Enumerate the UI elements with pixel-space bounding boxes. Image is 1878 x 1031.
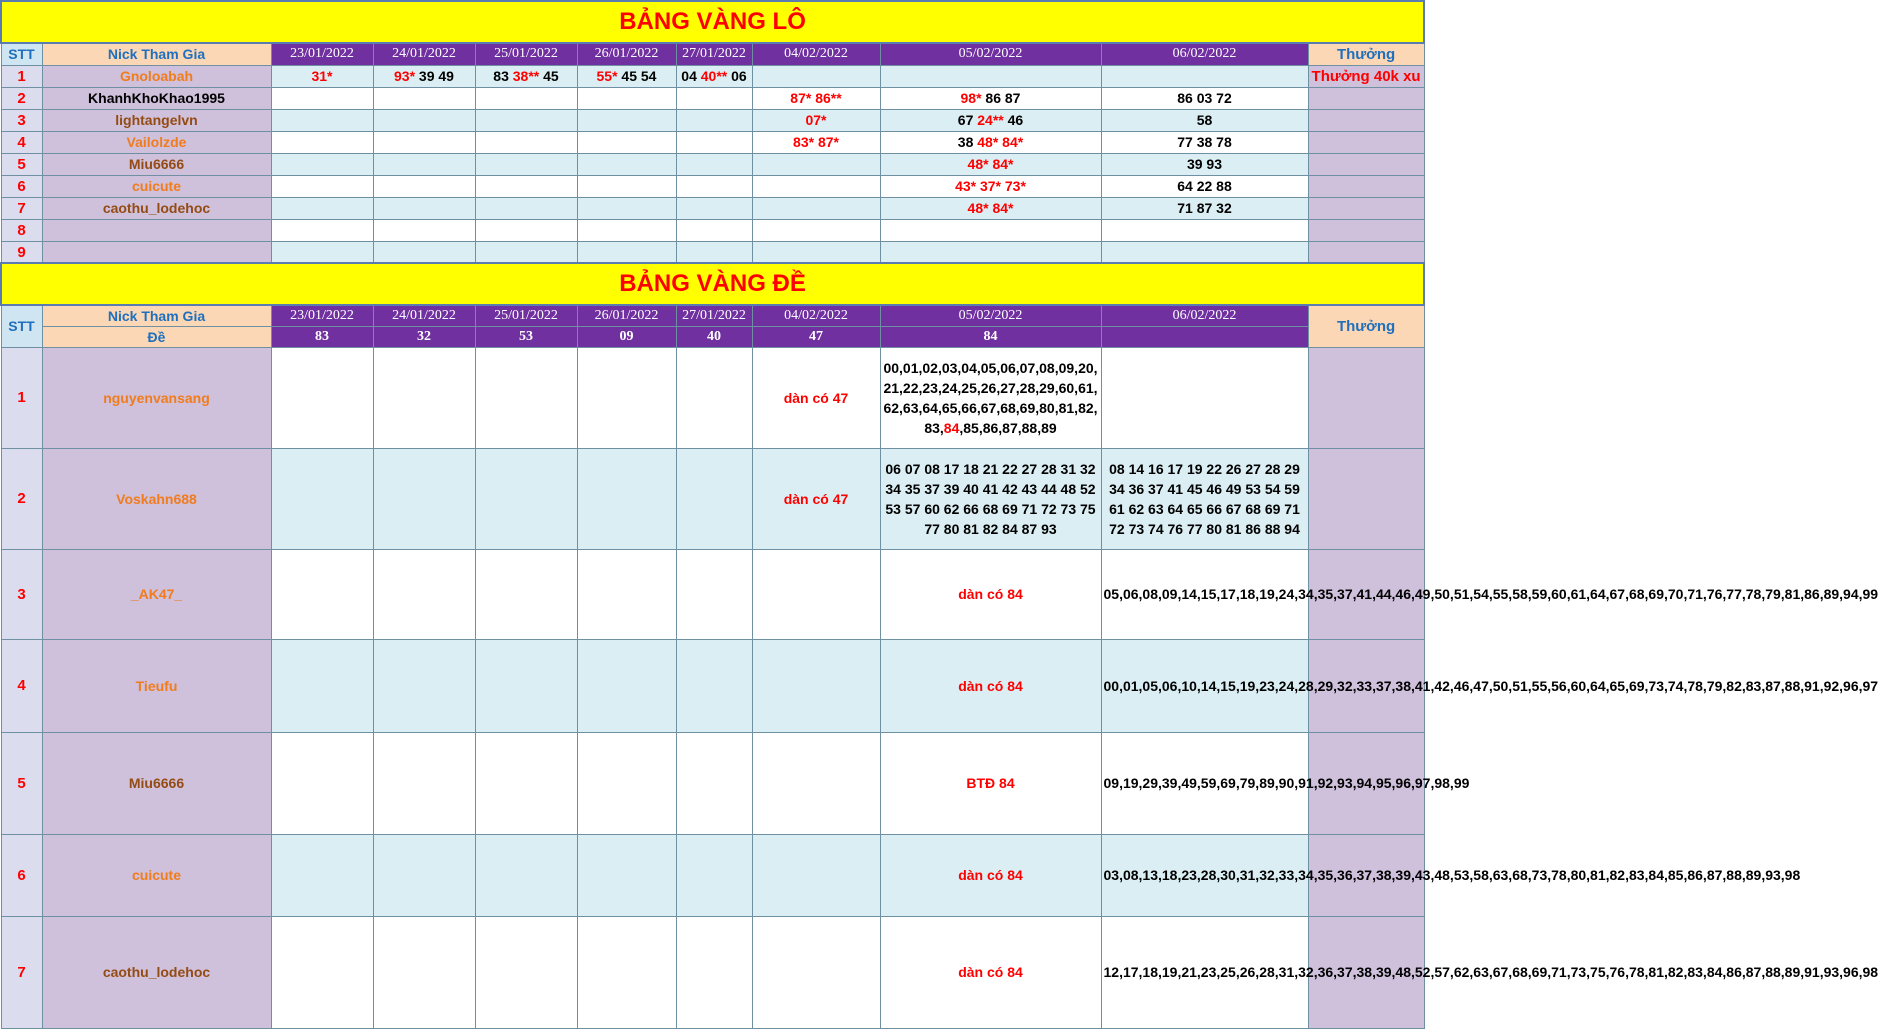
- de-header-nick: Nick Tham Gia: [42, 305, 271, 326]
- number-cell: [475, 732, 577, 834]
- participant-nick: Miu6666: [42, 732, 271, 834]
- row-stt: 4: [1, 639, 42, 732]
- de-header-stt: STT: [1, 305, 42, 347]
- number-cell: [752, 175, 880, 197]
- reward-cell: [1308, 197, 1424, 219]
- number-cell: [880, 87, 1101, 109]
- number-cell: [676, 916, 752, 1028]
- number-run: 31*: [311, 68, 333, 84]
- number-cell: [676, 219, 752, 241]
- participant-nick: Tieufu: [42, 639, 271, 732]
- de-header-date: 04/02/2022: [752, 305, 880, 326]
- number-cell: [373, 131, 475, 153]
- de-result-number: 53: [475, 326, 577, 347]
- lo-header-row: [1, 43, 1424, 65]
- number-run: 93*: [394, 68, 416, 84]
- de-result-number: 47: [752, 326, 880, 347]
- participant-nick: Vailolzde: [42, 131, 271, 153]
- number-cell: [373, 549, 475, 639]
- number-cell: [271, 219, 373, 241]
- number-cell: [577, 65, 676, 87]
- number-cell: [676, 65, 752, 87]
- de-header-date: 27/01/2022: [676, 305, 752, 326]
- number-cell: [271, 65, 373, 87]
- number-cell: [577, 347, 676, 448]
- de-header-date: 23/01/2022: [271, 305, 373, 326]
- de-header-sub: Đề: [42, 326, 271, 347]
- row-stt: 3: [1, 549, 42, 639]
- participant-nick: cuicute: [42, 834, 271, 916]
- table-row: [1, 916, 1424, 1028]
- participant-nick: Gnoloabah: [42, 65, 271, 87]
- number-run: 77 38 78: [1177, 134, 1232, 150]
- number-cell: [373, 732, 475, 834]
- number-run: 07*: [805, 112, 827, 128]
- de-result-row: [1, 326, 1424, 347]
- number-run: 09,19,29,39,49,59,69,79,89,90,91,92,93,94,95,96,97,98,99: [1103, 775, 1470, 791]
- number-run: 64 22 88: [1177, 178, 1232, 194]
- number-cell: [271, 109, 373, 131]
- number-cell: [373, 109, 475, 131]
- number-cell: [1101, 241, 1308, 263]
- number-cell: [752, 241, 880, 263]
- number-cell: [752, 153, 880, 175]
- number-cell: [752, 639, 880, 732]
- number-cell: [373, 834, 475, 916]
- number-cell: [475, 448, 577, 549]
- number-run: 05,06,08,09,14,15,17,18,19,24,34,35,37,41,44,46,49,50,51,54,55,58,59,60,61,64,67,68,69,70,71,76,77,78,79,81,86,89,94,99: [1103, 586, 1878, 602]
- number-cell: [1101, 219, 1308, 241]
- number-cell: [880, 131, 1101, 153]
- reward-cell: Thưởng 40k xu: [1308, 65, 1424, 87]
- number-cell: [676, 834, 752, 916]
- number-cell: [880, 241, 1101, 263]
- number-run: 38: [957, 134, 978, 150]
- number-cell: [1101, 916, 1878, 1028]
- number-cell: [1101, 197, 1308, 219]
- number-cell: [1101, 131, 1308, 153]
- number-run: 06: [727, 68, 747, 84]
- number-run: 08 14 16 17 19 22 26 27 28 29 34 36 37 41 45 46 49 53 54 59 61 62 63 64 65 66 67 68 69 71 72 73 74 76 77 80 81 86 88 94: [1109, 460, 1300, 537]
- number-cell: [676, 448, 752, 549]
- number-run: dàn có 84: [958, 677, 1023, 694]
- table-row: [1, 153, 1424, 175]
- number-cell: [880, 834, 1101, 916]
- reward-cell: [1308, 131, 1424, 153]
- table-row: [1, 197, 1424, 219]
- number-cell: [676, 87, 752, 109]
- de-header-date: 25/01/2022: [475, 305, 577, 326]
- number-cell: [676, 131, 752, 153]
- number-cell: [475, 916, 577, 1028]
- number-cell: [676, 109, 752, 131]
- number-run: 98*: [960, 90, 982, 106]
- number-cell: [577, 219, 676, 241]
- participant-nick: KhanhKhoKhao1995: [42, 87, 271, 109]
- de-table: [0, 262, 1878, 1029]
- de-result-number: 09: [577, 326, 676, 347]
- number-cell: [752, 65, 880, 87]
- participant-nick: Miu6666: [42, 153, 271, 175]
- number-cell: [676, 639, 752, 732]
- row-stt: 1: [1, 347, 42, 448]
- number-cell: [475, 109, 577, 131]
- number-cell: [752, 197, 880, 219]
- number-cell: [577, 834, 676, 916]
- lo-header-date: 26/01/2022: [577, 43, 676, 65]
- number-run: 39 93: [1186, 156, 1223, 172]
- de-header-row: [1, 305, 1424, 326]
- number-cell: [880, 219, 1101, 241]
- row-stt: 3: [1, 109, 42, 131]
- de-result-number: 40: [676, 326, 752, 347]
- reward-cell: [1308, 87, 1424, 109]
- number-run: 86 03 72: [1177, 90, 1232, 106]
- number-cell: [577, 109, 676, 131]
- table-row: [1, 65, 1424, 87]
- number-cell: [676, 153, 752, 175]
- number-cell: [271, 87, 373, 109]
- number-cell: [880, 197, 1101, 219]
- number-cell: [271, 549, 373, 639]
- number-cell: [752, 87, 880, 109]
- number-run: 84: [943, 419, 960, 436]
- number-cell: [880, 347, 1101, 448]
- number-cell: [1101, 65, 1308, 87]
- reward-cell: [1308, 241, 1424, 263]
- number-cell: [475, 197, 577, 219]
- number-run: ,85,86,87,88,89: [959, 419, 1057, 436]
- number-cell: [880, 639, 1101, 732]
- number-cell: [676, 241, 752, 263]
- lo-header-nick: Nick Tham Gia: [42, 43, 271, 65]
- reward-cell: [1308, 175, 1424, 197]
- lo-header-date: 27/01/2022: [676, 43, 752, 65]
- participant-nick: nguyenvansang: [42, 347, 271, 448]
- number-run: dàn có 84: [958, 867, 1023, 883]
- number-cell: [271, 347, 373, 448]
- de-result-number: 84: [880, 326, 1101, 347]
- number-cell: [752, 834, 880, 916]
- number-cell: [1101, 549, 1878, 639]
- number-cell: [373, 153, 475, 175]
- number-run: 46: [1003, 112, 1024, 128]
- table-row: [1, 639, 1424, 732]
- number-cell: [271, 732, 373, 834]
- lo-header-date: 06/02/2022: [1101, 43, 1308, 65]
- de-body: [1, 347, 1878, 1028]
- number-cell: [880, 175, 1101, 197]
- number-cell: [475, 549, 577, 639]
- de-title: BẢNG VÀNG ĐỀ: [1, 263, 1424, 305]
- row-stt: 9: [1, 241, 42, 263]
- reward-cell: [1308, 219, 1424, 241]
- de-result-number: [1101, 326, 1308, 347]
- table-row: [1, 834, 1424, 916]
- number-run: 83: [493, 68, 513, 84]
- table-row: [1, 87, 1424, 109]
- row-stt: 7: [1, 197, 42, 219]
- lo-header-date: 24/01/2022: [373, 43, 475, 65]
- number-cell: [373, 916, 475, 1028]
- number-cell: [676, 732, 752, 834]
- number-run: 00,01,02,03,04,05,06,07,08,09,20,21,22,23,24,25,26,27,28,29,60,61,62,63,64,65,66,67,68,69,80,81,82,83,: [883, 359, 1098, 436]
- number-run: dàn có 84: [958, 964, 1023, 980]
- number-cell: [271, 448, 373, 549]
- table-row: [1, 732, 1424, 834]
- participant-nick: [42, 219, 271, 241]
- number-cell: [880, 153, 1101, 175]
- number-run: 71 87 32: [1177, 200, 1232, 216]
- number-cell: [475, 153, 577, 175]
- number-cell: [880, 916, 1101, 1028]
- number-cell: [752, 219, 880, 241]
- number-run: 55*: [596, 68, 618, 84]
- number-cell: [752, 549, 880, 639]
- number-cell: [1101, 347, 1308, 448]
- number-run: 12,17,18,19,21,23,25,26,28,31,32,36,37,38,39,48,52,57,62,63,67,68,69,71,73,75,76,78,81,82,83,84,86,87,88,89,91,93,96,98: [1103, 964, 1878, 980]
- number-cell: [475, 241, 577, 263]
- number-cell: [676, 549, 752, 639]
- number-cell: [676, 175, 752, 197]
- row-stt: 7: [1, 916, 42, 1028]
- number-run: BTĐ 84: [966, 775, 1015, 791]
- number-cell: [1101, 639, 1878, 732]
- row-stt: 5: [1, 732, 42, 834]
- number-cell: [577, 131, 676, 153]
- participant-nick: Voskahn688: [42, 448, 271, 549]
- number-cell: [752, 916, 880, 1028]
- number-cell: [475, 347, 577, 448]
- number-run: 04: [681, 68, 701, 84]
- number-cell: [577, 549, 676, 639]
- number-cell: [475, 175, 577, 197]
- participant-nick: _AK47_: [42, 549, 271, 639]
- lo-header-reward: Thưởng: [1308, 43, 1424, 65]
- number-cell: [880, 65, 1101, 87]
- de-header-date: 06/02/2022: [1101, 305, 1308, 326]
- number-cell: [373, 175, 475, 197]
- number-cell: [1101, 87, 1308, 109]
- number-cell: [373, 197, 475, 219]
- row-stt: 5: [1, 153, 42, 175]
- table-row: [1, 131, 1424, 153]
- participant-nick: caothu_lodehoc: [42, 197, 271, 219]
- row-stt: 4: [1, 131, 42, 153]
- participant-nick: lightangelvn: [42, 109, 271, 131]
- number-run: 86 87: [981, 90, 1021, 106]
- number-cell: [577, 732, 676, 834]
- table-row: [1, 175, 1424, 197]
- number-run: 67: [957, 112, 978, 128]
- row-stt: 2: [1, 87, 42, 109]
- number-cell: [475, 87, 577, 109]
- table-row: [1, 347, 1424, 448]
- participant-nick: cuicute: [42, 175, 271, 197]
- number-cell: [475, 639, 577, 732]
- de-header-date: 05/02/2022: [880, 305, 1101, 326]
- lo-table: [0, 0, 1425, 264]
- number-cell: [373, 219, 475, 241]
- lo-header-date: 05/02/2022: [880, 43, 1101, 65]
- number-cell: [577, 448, 676, 549]
- number-cell: [1101, 732, 1470, 834]
- number-cell: [676, 197, 752, 219]
- number-cell: [271, 131, 373, 153]
- number-cell: [577, 197, 676, 219]
- number-run: 45: [539, 68, 559, 84]
- number-cell: [1101, 175, 1308, 197]
- number-run: 58: [1196, 112, 1213, 128]
- number-run: 03,08,13,18,23,28,30,31,32,33,34,35,36,37,38,39,43,48,53,58,63,68,73,78,80,81,82,83,84,85,86,87,88,89,93,98: [1103, 867, 1801, 883]
- number-cell: [271, 639, 373, 732]
- reward-cell: [1308, 347, 1424, 448]
- number-cell: [577, 916, 676, 1028]
- number-cell: [373, 347, 475, 448]
- row-stt: 6: [1, 175, 42, 197]
- number-run: 43* 37* 73*: [955, 178, 1026, 194]
- number-cell: [880, 732, 1101, 834]
- number-run: dàn có 47: [783, 490, 849, 507]
- number-run: 24**: [977, 112, 1004, 128]
- number-cell: [475, 65, 577, 87]
- number-run: 48* 84*: [967, 200, 1014, 216]
- number-cell: [880, 448, 1101, 549]
- number-cell: [475, 131, 577, 153]
- table-row: [1, 549, 1424, 639]
- number-cell: [475, 219, 577, 241]
- lo-body: [1, 65, 1424, 263]
- number-cell: [577, 241, 676, 263]
- table-row: [1, 241, 1424, 263]
- number-cell: [752, 347, 880, 448]
- number-cell: [577, 153, 676, 175]
- lo-header-stt: STT: [1, 43, 42, 65]
- de-result-number: 32: [373, 326, 475, 347]
- number-cell: [271, 916, 373, 1028]
- de-header-date: 24/01/2022: [373, 305, 475, 326]
- participant-nick: caothu_lodehoc: [42, 916, 271, 1028]
- row-stt: 6: [1, 834, 42, 916]
- number-cell: [1101, 448, 1308, 549]
- number-run: 48* 84*: [967, 156, 1014, 172]
- de-header-date: 26/01/2022: [577, 305, 676, 326]
- table-row: [1, 109, 1424, 131]
- number-run: 45 54: [617, 68, 657, 84]
- number-cell: [373, 448, 475, 549]
- participant-nick: [42, 241, 271, 263]
- number-cell: [373, 65, 475, 87]
- number-cell: [271, 175, 373, 197]
- number-cell: [577, 639, 676, 732]
- number-cell: [880, 549, 1101, 639]
- table-row: [1, 219, 1424, 241]
- number-cell: [752, 109, 880, 131]
- number-cell: [752, 131, 880, 153]
- number-cell: [752, 732, 880, 834]
- number-run: 00,01,05,06,10,14,15,19,23,24,28,29,32,33,37,38,41,42,46,47,50,51,55,56,60,64,65,69,73,74,78,79,82,83,87,88,91,92,96,97: [1103, 677, 1878, 694]
- number-run: 39 49: [415, 68, 454, 84]
- number-cell: [577, 175, 676, 197]
- row-stt: 1: [1, 65, 42, 87]
- number-cell: [676, 347, 752, 448]
- reward-cell: [1308, 109, 1424, 131]
- row-stt: 8: [1, 219, 42, 241]
- number-cell: [373, 639, 475, 732]
- number-cell: [271, 834, 373, 916]
- lo-header-date: 25/01/2022: [475, 43, 577, 65]
- reward-cell: [1308, 153, 1424, 175]
- number-run: dàn có 84: [958, 586, 1023, 602]
- number-cell: [1101, 834, 1801, 916]
- row-stt: 2: [1, 448, 42, 549]
- number-cell: [752, 448, 880, 549]
- number-cell: [1101, 153, 1308, 175]
- de-result-number: 83: [271, 326, 373, 347]
- number-cell: [577, 87, 676, 109]
- lo-header-date: 04/02/2022: [752, 43, 880, 65]
- number-cell: [373, 87, 475, 109]
- number-run: dàn có 47: [783, 389, 849, 406]
- table-row: [1, 448, 1424, 549]
- lo-title: BẢNG VÀNG LÔ: [1, 1, 1424, 43]
- number-run: 83* 87*: [793, 134, 839, 150]
- number-cell: [475, 834, 577, 916]
- lo-header-date: 23/01/2022: [271, 43, 373, 65]
- number-run: 06 07 08 17 18 21 22 27 28 31 32 34 35 37 39 40 41 42 43 44 48 52 53 57 60 62 66 68 69 71 72 73 75 77 80 81 82 84 87 93: [885, 460, 1096, 537]
- number-run: 48* 84*: [977, 134, 1024, 150]
- number-cell: [373, 241, 475, 263]
- number-cell: [1101, 109, 1308, 131]
- number-run: 38**: [512, 68, 540, 84]
- number-cell: [271, 197, 373, 219]
- number-run: 87* 86**: [790, 90, 842, 106]
- number-cell: [271, 241, 373, 263]
- number-cell: [271, 153, 373, 175]
- reward-cell: [1308, 448, 1424, 549]
- number-run: 40**: [700, 68, 728, 84]
- number-cell: [880, 109, 1101, 131]
- de-header-reward: Thưởng: [1308, 305, 1424, 347]
